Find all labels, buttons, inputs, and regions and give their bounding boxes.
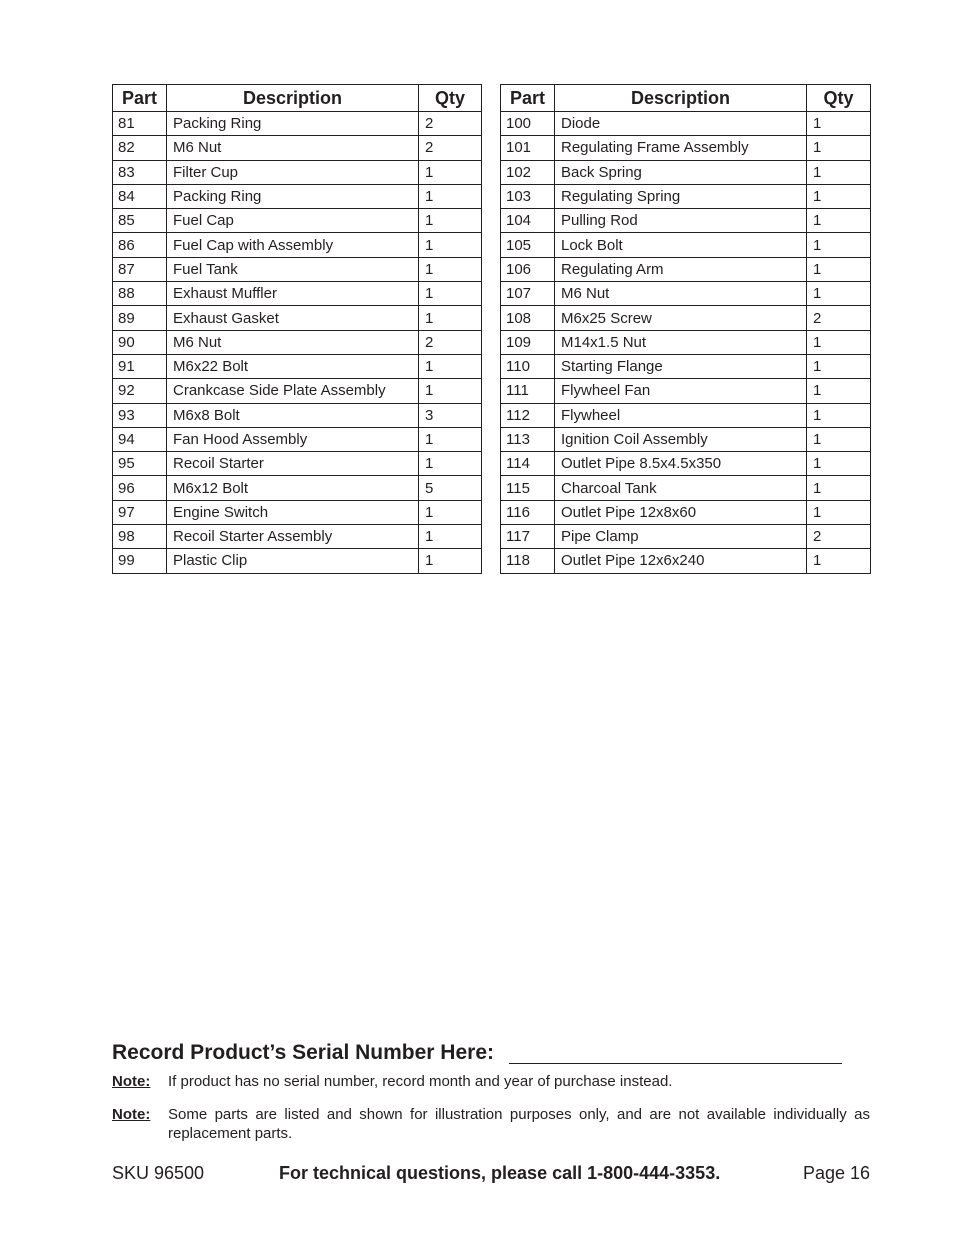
table-row [113,500,482,524]
quantity-cell: 1 [807,500,871,524]
description-cell: Fan Hood Assembly [167,427,419,451]
table-row [113,452,482,476]
description-cell: Exhaust Muffler [167,282,419,306]
part-number-cell: 98 [113,525,167,549]
table-row [501,112,871,136]
description-cell: Pipe Clamp [555,525,807,549]
footer-sku: SKU 96500 [112,1163,205,1183]
table-row [501,209,871,233]
table-row [113,184,482,208]
table-row [113,282,482,306]
table-row [501,257,871,281]
description-cell: M6x25 Screw [555,306,807,330]
quantity-cell: 2 [419,136,482,160]
part-number-cell: 117 [501,525,555,549]
quantity-cell: 1 [807,427,871,451]
description-cell: Back Spring [555,160,807,184]
description-cell: M14x1.5 Nut [555,330,807,354]
table-row [501,233,871,257]
quantity-cell: 1 [419,160,482,184]
part-number-cell: 105 [501,233,555,257]
part-number-cell: 93 [113,403,167,427]
description-cell: Diode [555,112,807,136]
part-number-cell: 118 [501,549,555,573]
part-number-cell: 92 [113,379,167,403]
table-row [113,330,482,354]
table-row [501,500,871,524]
description-cell: Fuel Tank [167,257,419,281]
table-row [501,427,871,451]
quantity-cell: 5 [419,476,482,500]
column-header-part: Part [501,85,555,112]
description-cell: Filter Cup [167,160,419,184]
quantity-cell: 1 [419,354,482,378]
table-row [501,452,871,476]
quantity-cell: 1 [807,354,871,378]
quantity-cell: 1 [807,257,871,281]
quantity-cell: 1 [807,160,871,184]
quantity-cell: 1 [807,282,871,306]
table-row [501,476,871,500]
footer-support-phone: For technical questions, please call 1-800-444-3353. [279,1163,721,1183]
description-cell: M6x22 Bolt [167,354,419,378]
quantity-cell: 1 [419,209,482,233]
note-text: If product has no serial number, record month and year of purchase instead. [168,1073,673,1090]
part-number-cell: 91 [113,354,167,378]
note-text: Some parts are listed and shown for illustration purposes only, and are not available individually as replacement parts. [168,1106,870,1142]
table-row [501,136,871,160]
part-number-cell: 81 [113,112,167,136]
part-number-cell: 115 [501,476,555,500]
quantity-cell: 1 [807,452,871,476]
column-header-qty: Qty [419,85,482,112]
description-cell: Fuel Cap [167,209,419,233]
part-number-cell: 96 [113,476,167,500]
table-header-row [113,85,482,112]
part-number-cell: 107 [501,282,555,306]
part-number-cell: 95 [113,452,167,476]
part-number-cell: 97 [113,500,167,524]
column-header-description: Description [555,85,807,112]
quantity-cell: 1 [419,427,482,451]
quantity-cell: 1 [807,403,871,427]
table-row [113,209,482,233]
quantity-cell: 1 [807,549,871,573]
note-label: Note: [112,1106,151,1123]
description-cell: Starting Flange [555,354,807,378]
table-row [501,403,871,427]
serial-number-write-line [509,1063,842,1064]
table-row [113,476,482,500]
quantity-cell: 1 [807,476,871,500]
table-row [501,549,871,573]
part-number-cell: 84 [113,184,167,208]
note-parts-availability [112,1105,870,1143]
description-cell: Ignition Coil Assembly [555,427,807,451]
part-number-cell: 114 [501,452,555,476]
part-number-cell: 83 [113,160,167,184]
part-number-cell: 94 [113,427,167,451]
quantity-cell: 1 [419,379,482,403]
table-row [113,549,482,573]
description-cell: M6x12 Bolt [167,476,419,500]
table-row [113,257,482,281]
description-cell: Fuel Cap with Assembly [167,233,419,257]
table-row [501,306,871,330]
description-cell: Pulling Rod [555,209,807,233]
description-cell: Outlet Pipe 12x6x240 [555,549,807,573]
part-number-cell: 90 [113,330,167,354]
description-cell: Exhaust Gasket [167,306,419,330]
table-row [113,427,482,451]
description-cell: Plastic Clip [167,549,419,573]
parts-table-right [500,84,871,574]
part-number-cell: 104 [501,209,555,233]
quantity-cell: 1 [419,452,482,476]
note-label: Note: [112,1073,151,1090]
part-number-cell: 89 [113,306,167,330]
description-cell: Regulating Spring [555,184,807,208]
part-number-cell: 85 [113,209,167,233]
note-serial [112,1072,870,1091]
part-number-cell: 102 [501,160,555,184]
quantity-cell: 1 [807,330,871,354]
description-cell: M6 Nut [167,330,419,354]
part-number-cell: 116 [501,500,555,524]
parts-table-left [112,84,482,574]
quantity-cell: 1 [419,549,482,573]
part-number-cell: 87 [113,257,167,281]
description-cell: Packing Ring [167,112,419,136]
table-row [501,160,871,184]
table-row [113,379,482,403]
part-number-cell: 108 [501,306,555,330]
table-row [113,160,482,184]
table-row [113,306,482,330]
quantity-cell: 1 [419,233,482,257]
part-number-cell: 113 [501,427,555,451]
quantity-cell: 1 [807,184,871,208]
part-number-cell: 99 [113,549,167,573]
quantity-cell: 1 [419,282,482,306]
quantity-cell: 3 [419,403,482,427]
quantity-cell: 2 [807,306,871,330]
description-cell: Regulating Frame Assembly [555,136,807,160]
quantity-cell: 1 [807,136,871,160]
table-row [501,184,871,208]
table-header-row [501,85,871,112]
table-row [501,354,871,378]
description-cell: Recoil Starter [167,452,419,476]
quantity-cell: 1 [807,209,871,233]
quantity-cell: 1 [807,233,871,257]
description-cell: Outlet Pipe 12x8x60 [555,500,807,524]
part-number-cell: 111 [501,379,555,403]
description-cell: Flywheel [555,403,807,427]
description-cell: M6 Nut [555,282,807,306]
quantity-cell: 1 [419,525,482,549]
description-cell: Packing Ring [167,184,419,208]
footer-page-number: Page 16 [802,1163,870,1183]
table-row [113,354,482,378]
table-row [501,282,871,306]
quantity-cell: 1 [419,306,482,330]
description-cell: M6x8 Bolt [167,403,419,427]
description-cell: Crankcase Side Plate Assembly [167,379,419,403]
description-cell: Lock Bolt [555,233,807,257]
description-cell: Outlet Pipe 8.5x4.5x350 [555,452,807,476]
description-cell: Recoil Starter Assembly [167,525,419,549]
table-row [501,379,871,403]
table-row [501,330,871,354]
quantity-cell: 1 [419,500,482,524]
description-cell: Flywheel Fan [555,379,807,403]
part-number-cell: 106 [501,257,555,281]
table-row [113,233,482,257]
quantity-cell: 2 [807,525,871,549]
table-row [113,112,482,136]
description-cell: Engine Switch [167,500,419,524]
description-cell: M6 Nut [167,136,419,160]
part-number-cell: 103 [501,184,555,208]
part-number-cell: 86 [113,233,167,257]
quantity-cell: 2 [419,330,482,354]
part-number-cell: 110 [501,354,555,378]
part-number-cell: 109 [501,330,555,354]
part-number-cell: 112 [501,403,555,427]
description-cell: Charcoal Tank [555,476,807,500]
table-row [113,403,482,427]
table-row [113,136,482,160]
quantity-cell: 1 [807,112,871,136]
table-row [501,525,871,549]
column-header-qty: Qty [807,85,871,112]
part-number-cell: 101 [501,136,555,160]
quantity-cell: 1 [419,184,482,208]
column-header-description: Description [167,85,419,112]
part-number-cell: 82 [113,136,167,160]
quantity-cell: 2 [419,112,482,136]
quantity-cell: 1 [807,379,871,403]
table-row [113,525,482,549]
description-cell: Regulating Arm [555,257,807,281]
part-number-cell: 100 [501,112,555,136]
serial-number-heading: Record Product’s Serial Number Here: [112,1041,494,1064]
part-number-cell: 88 [113,282,167,306]
column-header-part: Part [113,85,167,112]
quantity-cell: 1 [419,257,482,281]
